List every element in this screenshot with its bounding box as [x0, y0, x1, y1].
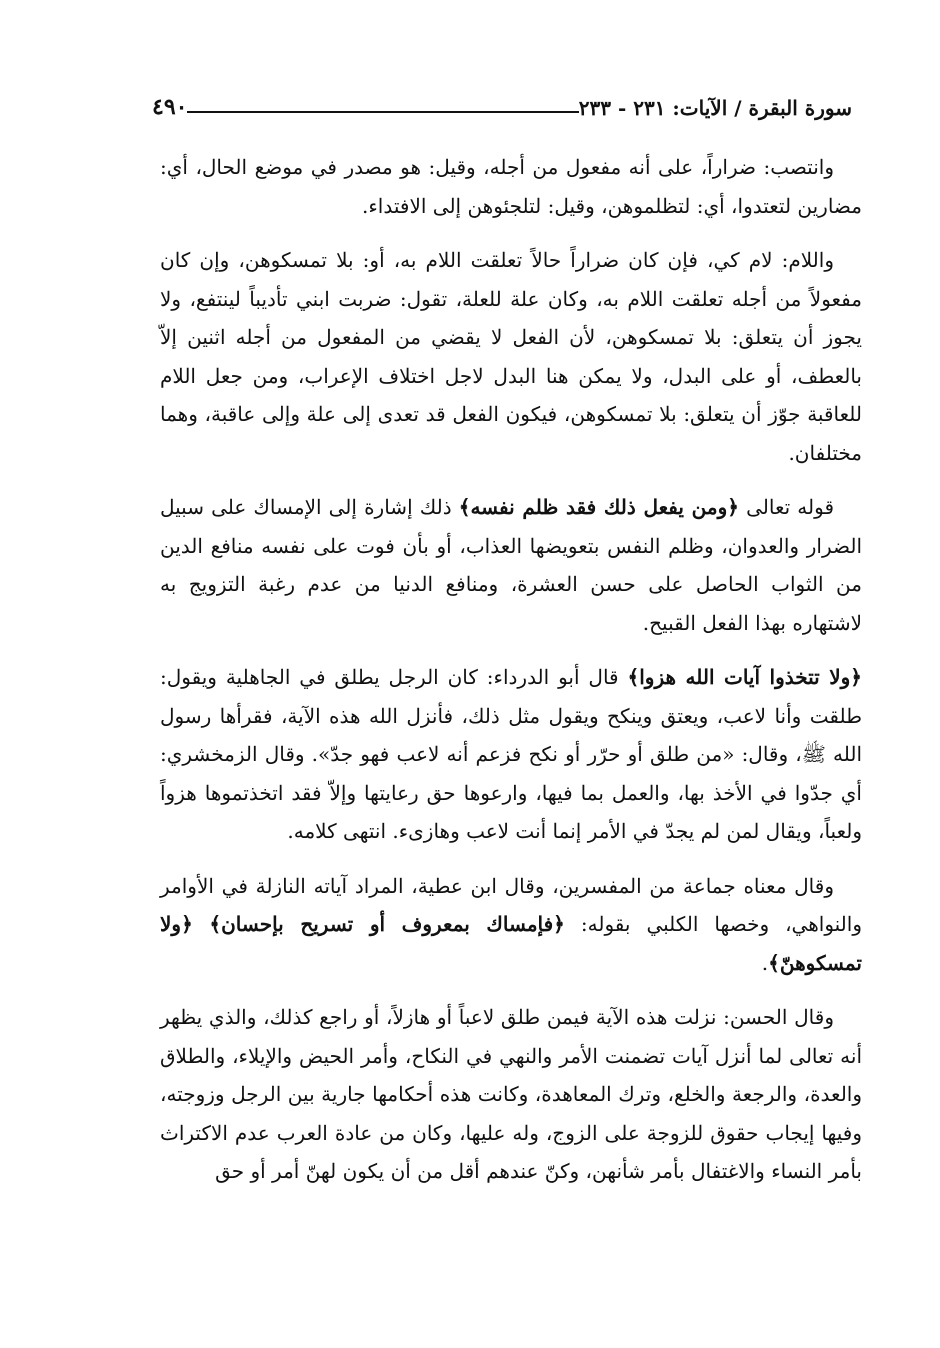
book-page	[152, 0, 863, 1348]
paragraph-5	[160, 867, 862, 983]
paragraph-3-intro: قوله تعالى	[746, 495, 835, 519]
quran-quote: ﴿ومن يفعل ذلك فقد ظلم نفسه﴾	[458, 495, 739, 519]
paragraph-3	[160, 488, 862, 642]
paragraph-4	[160, 658, 862, 851]
header-rule	[187, 111, 578, 113]
paragraph-2: واللام: لام كي، فإن كان ضراراً حالاً تعلقت اللام به، أو: بلا تمسكوهن، وإن كان مفعولاً من أجله تعلقت اللام به، وكان علة للعلة، تقول: ضربت ابني تأديباً لينتفع، ولا يجوز أن يتعلق: بلا تمسكوهن، لأن الفعل لا يقضي من المفعول من أجله اثنين إلاّ بالعطف، أو على البدل، ولا يمكن هنا البدل لاجل اختلاف الإعراب، ومن جعل اللام للعاقبة جوّز أن يتعلق: بلا تمسكوهن، فيكون الفعل قد تعدى إلى علة وإلى عاقبة، وهما مختلفان.	[160, 248, 862, 465]
running-header	[142, 88, 862, 120]
paragraph-1: وانتصب: ضراراً، على أنه مفعول من أجله، وقيل: هو مصدر في موضع الحال، أي: مضارين لتعتدوا، أي: لتظلموهن، وقيل: لتلجئوهن إلى الافتداء.	[160, 155, 862, 218]
paragraph-5-end: .	[761, 950, 769, 975]
surah-title: سورة البقرة / الآيات: ٢٣١ - ٢٣٣	[578, 96, 852, 120]
page-number: ٤٩٠	[152, 94, 188, 120]
body-text	[160, 148, 862, 1207]
paragraph-5-intro: وقال معناه جماعة من المفسرين، وقال ابن عطية، المراد آياته النازلة في الأوامر والنواهي، وخصها الكلبي بقوله:	[160, 873, 862, 936]
paragraph-6: وقال الحسن: نزلت هذه الآية فيمن طلق لاعباً أو هازلاً، أو راجع كذلك، والذي يظهر أنه تعالى لما أنزل آيات تضمنت الأمر والنهي في النكاح، وأمر الحيض والإيلاء، والطلاق والعدة، والرجعة والخلع، وترك المعاهدة، وكانت هذه أحكامها جارية بين الرجل وزوجته، وفيها إيجاب حقوق للزوجة على الزوج، وله عليها، وكان من عادة العرب عدم الاكتراث بأمر النساء والاغتفال بأمر شأنهن، وكنّ عندهم أقل من أن يكون لهنّ أمر أو حق	[160, 1005, 863, 1183]
paragraph-4-body: قال أبو الدرداء: كان الرجل يطلق في الجاهلية ويقول: طلقت وأنا لاعب، ويعتق وينكح ويقول مثل ذلك، فأنزل الله هذه الآية، فقرأها رسول الله ﷺ، وقال: «من طلق أو حرّر أو نكح فزعم أنه لاعب فهو جدّ». وقال الزمخشري: أي جدّوا في الأخذ بها، والعمل بما فيها، وارعوها حق رعايتها وإلاّ فقد اتخذتموها هزواً ولعباً، ويقال لمن لم يجدّ في الأمر إنما أنت لاعب وهازىء. انتهى كلامه.	[160, 665, 862, 843]
quran-quote: ﴿فإمساك بمعروف أو تسريح بإحسان﴾ ﴿ولا تمسكوهنّ﴾	[160, 912, 862, 975]
paragraph-3-body: ذلك إشارة إلى الإمساك على سبيل الضرار والعدوان، وظلم النفس بتعويضها العذاب، أو بأن فوت على نفسه منافع الدين من الثواب الحاصل على حسن العشرة، ومنافع الدنيا من عدم رغبة التزويج به لاشتهاره بهذا الفعل القبيح.	[160, 495, 862, 635]
quran-quote: ﴿ولا تتخذوا آيات الله هزوا﴾	[627, 665, 863, 689]
